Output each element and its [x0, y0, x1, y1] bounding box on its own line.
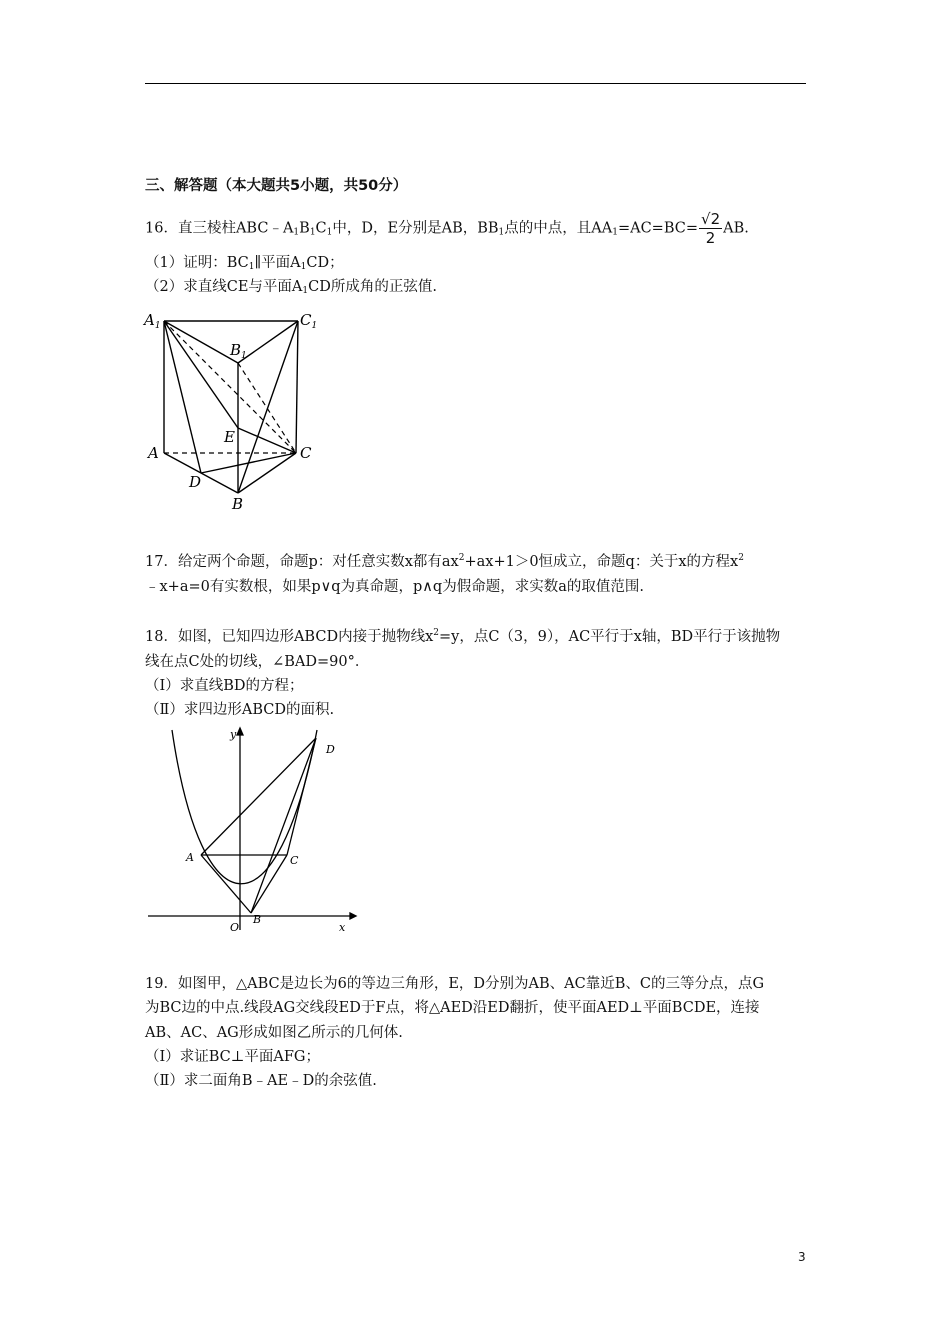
label-b1: $B_1$ [230, 341, 247, 361]
q16-part2-text-b: CD所成角的正弦值. [308, 279, 437, 295]
q17-text-b: +ax+1＞0恒成立，命题q：关于x的方程x [464, 554, 739, 570]
q19-line3: AB、AC、AG形成如图乙所示的几何体. [145, 1025, 403, 1041]
q18-text-b: =y，点C（3，9），AC平行于x轴，BD平行于该抛物 [438, 629, 781, 645]
label-d: D [326, 743, 335, 756]
q16-part1-text-b: ∥平面A [254, 255, 301, 271]
header-rule [145, 83, 806, 84]
line-c1b [238, 321, 298, 493]
q19-line2: 为BC边的中点.线段AG交线段ED于F点，将△AED沿ED翻折，使平面AED⊥平面BCDE，连接 [145, 1000, 760, 1016]
fraction-denominator: 2 [705, 229, 716, 247]
q16-part2 [145, 277, 437, 297]
label-c1: $C_1$ [300, 311, 318, 331]
superscript: 2 [738, 553, 744, 563]
segment-bd [251, 738, 316, 913]
sub-index: 1 [302, 286, 309, 296]
parabola-figure [140, 725, 360, 940]
x-axis-arrow [350, 913, 356, 919]
q16-part1-text-c: CD； [306, 255, 344, 271]
fraction-numerator: √2 [701, 210, 721, 228]
q16-text-c: C [315, 220, 327, 237]
y-axis-arrow [237, 728, 243, 735]
q19-part2: （Ⅱ）求二面角B﹣AE﹣D的余弦值. [145, 1073, 377, 1089]
q16-text-mid: 中，D，E分别是AB，BB [332, 220, 499, 237]
sub-index: 1 [248, 262, 255, 272]
superscript: 2 [433, 628, 439, 638]
label-c: C [300, 444, 312, 462]
edge-b1c1 [238, 321, 298, 363]
label-x: x [339, 921, 346, 934]
q19-line1: 19．如图甲，△ABC是边长为6的等边三角形，E，D分别为AB、AC靠近B、C的三等分点，点G [145, 976, 765, 992]
sub-index: 1 [326, 227, 333, 238]
q16-part1-text-a: （1）证明：BC [145, 255, 249, 271]
sub-index: 1 [309, 227, 316, 238]
q18-text-a: 18．如图，已知四边形ABCD内接于抛物线x [145, 629, 434, 645]
label-b: B [253, 913, 262, 926]
q16-text-tail: AB. [723, 220, 749, 237]
label-a: A [186, 851, 194, 864]
label-o: O [230, 921, 240, 934]
sub-index: 1 [293, 227, 300, 238]
label-y: y [230, 728, 237, 741]
label-d: D [189, 473, 202, 491]
page-number: 3 [798, 1250, 806, 1264]
sqrt2-over-2-fraction [699, 210, 722, 247]
q16-text-b: B [299, 220, 310, 237]
line-a1d [164, 321, 201, 473]
label-a: A [148, 444, 159, 462]
edge-c1c [296, 321, 298, 453]
q18-line1 [145, 627, 780, 647]
sub-index: 1 [300, 262, 307, 272]
q17-line2: ﹣x+a=0有实数根，如果p∨q为真命题，p∧q为假命题，求实数a的取值范围. [145, 579, 644, 595]
section-heading: 三、解答题（本大题共5小题，共50分） [145, 178, 408, 194]
superscript: 2 [458, 553, 465, 563]
q18-part2: （Ⅱ）求四边形ABCD的面积. [145, 702, 335, 718]
label-c: C [290, 854, 299, 867]
prism-figure [140, 305, 330, 515]
q16-text-mid2: 点的中点，且AA [504, 220, 613, 237]
q16-part2-text-a: （2）求直线CE与平面A [145, 279, 303, 295]
label-a1: $A_1$ [144, 311, 161, 331]
label-b: B [232, 495, 244, 513]
sub-index: 1 [498, 227, 505, 238]
segment-cd [287, 738, 316, 855]
label-e: E [224, 428, 235, 446]
q19-part1: （Ⅰ）求证BC⊥平面AFG； [145, 1049, 320, 1065]
q16-text-pre: 16．直三棱柱ABC﹣A [145, 220, 294, 237]
q17-text-a: 17．给定两个命题，命题p：对任意实数x都有ax [145, 554, 459, 570]
line-a1e [164, 321, 238, 428]
q16-statement [145, 210, 749, 247]
segment-ad [201, 738, 316, 855]
q16-text-eq: =AC=BC= [617, 220, 699, 237]
q16-part1 [145, 253, 344, 273]
sub-index: 1 [612, 227, 618, 238]
q18-line2: 线在点C处的切线，∠BAD=90°． [145, 654, 370, 670]
q18-part1: （Ⅰ）求直线BD的方程； [145, 678, 304, 694]
q17-line1 [145, 552, 744, 572]
edge-a1b1 [164, 321, 238, 363]
